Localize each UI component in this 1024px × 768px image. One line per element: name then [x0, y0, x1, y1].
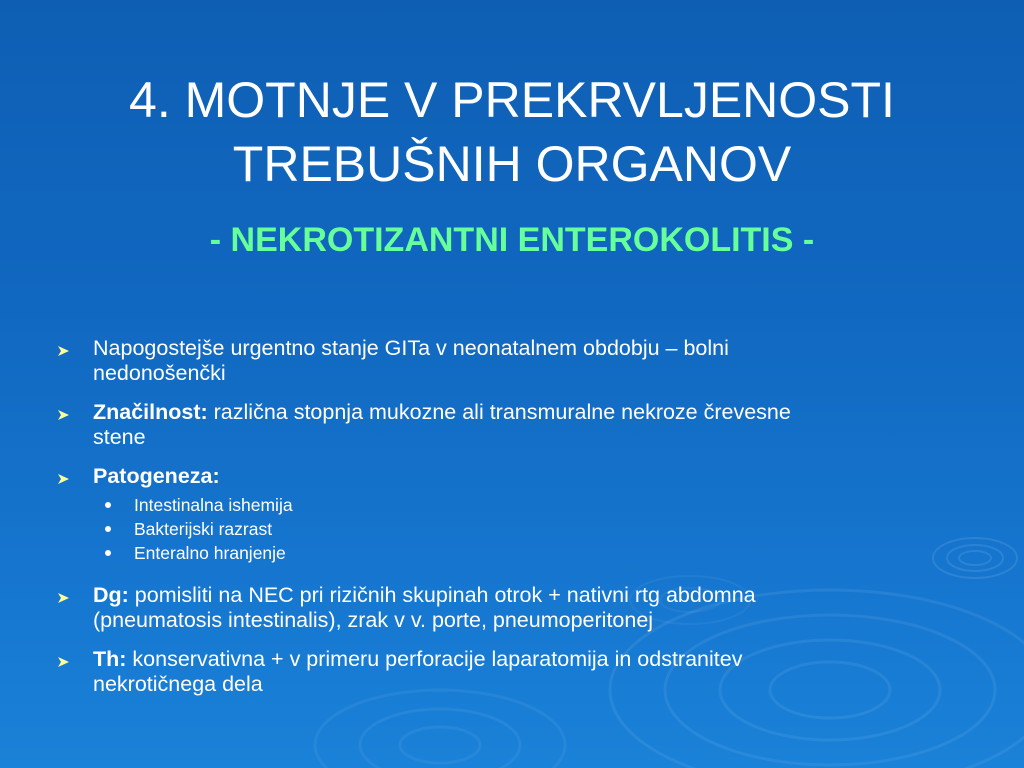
bullet-label: Značilnost:	[93, 400, 208, 424]
sub-bullet-item	[105, 541, 960, 565]
sub-bullet-list	[55, 493, 960, 565]
sub-bullet-text: Enteralno hranjenje	[134, 542, 286, 563]
bullet-text	[93, 464, 220, 489]
bullet-item	[55, 647, 960, 697]
bullet-line: nekrotičnega dela	[93, 672, 263, 696]
bullet-line: Napogostejše urgentno stanje GITa v neonatalnem obdobju – bolni	[93, 336, 729, 360]
bullet-item	[55, 464, 960, 489]
bullet-label: Dg:	[93, 583, 129, 607]
arrow-bullet-icon	[55, 583, 93, 604]
bullet-item	[55, 336, 960, 386]
sub-bullet-text: Intestinalna ishemija	[134, 494, 293, 515]
bullet-item	[55, 400, 960, 450]
bullet-text	[93, 583, 756, 633]
bullet-line: (pneumatosis intestinalis), zrak v v. porte, pneumoperitonej	[93, 608, 654, 632]
slide-title-line-2: TREBUŠNIH ORGANOV	[232, 136, 792, 192]
bullet-line: različna stopnja mukozne ali transmuralne nekroze črevesne	[207, 400, 791, 424]
dot-bullet-icon	[105, 526, 111, 532]
bullet-text	[93, 336, 729, 386]
bullet-line: nedonošenčki	[93, 361, 226, 385]
arrow-bullet-icon	[55, 336, 93, 357]
bullet-line: konservativna + v primeru perforacije laparatomija in odstranitev	[126, 647, 743, 671]
slide-subtitle: - NEKROTIZANTNI ENTEROKOLITIS -	[209, 221, 815, 259]
arrow-bullet-icon	[55, 400, 93, 421]
bullet-label: Th:	[93, 647, 127, 671]
bullet-text	[93, 647, 742, 697]
arrow-bullet-icon	[55, 647, 93, 668]
dot-bullet-icon	[105, 502, 111, 508]
bullet-list	[55, 336, 960, 711]
arrow-bullet-icon	[55, 464, 93, 485]
slide-title	[40, 68, 984, 196]
sub-bullet-text: Bakterijski razrast	[134, 518, 273, 539]
bullet-line: pomisliti na NEC pri rizičnih skupinah otrok + nativni rtg abdomna	[128, 583, 756, 607]
bullet-text	[93, 400, 791, 450]
bullet-label: Patogeneza:	[93, 464, 220, 488]
sub-bullet-item	[105, 517, 960, 541]
slide-title-line-1: 4. MOTNJE V PREKRVLJENOSTI	[129, 72, 895, 128]
bullet-item	[55, 583, 960, 633]
bullet-line: stene	[93, 425, 146, 449]
dot-bullet-icon	[105, 550, 111, 556]
sub-bullet-item	[105, 493, 960, 517]
